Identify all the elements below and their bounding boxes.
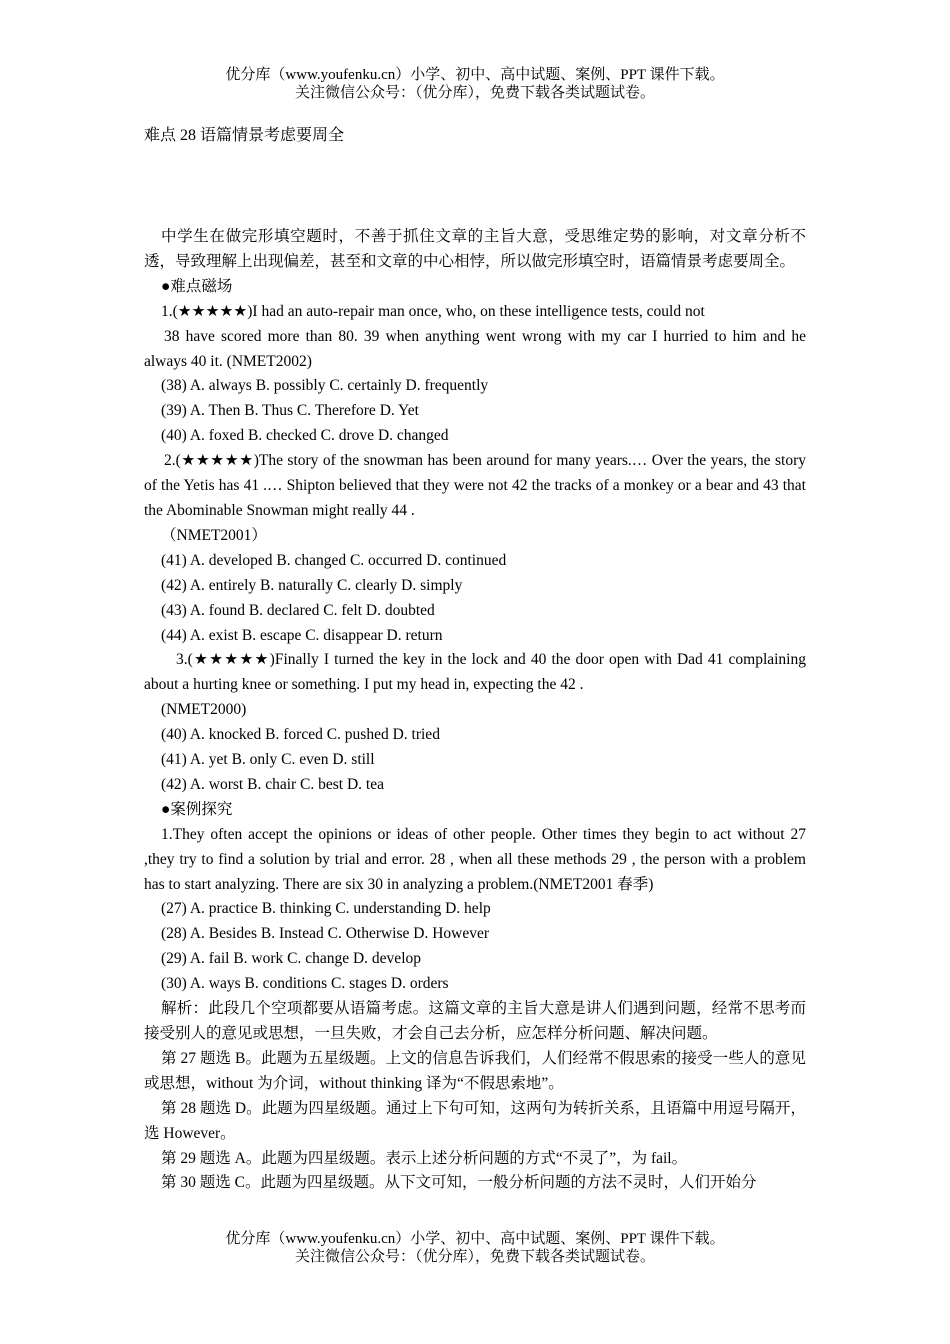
question-1-option: (38) A. always B. possibly C. certainly D. frequently <box>161 377 489 395</box>
header-line-1: 优分库（www.youfenku.cn）小学、初中、高中试题、案例、PPT 课件下载。 <box>225 67 725 83</box>
question-2-option: (43) A. found B. declared C. felt D. doubted <box>161 601 435 619</box>
question-2-option: (42) A. entirely B. naturally C. clearly D. simply <box>161 576 463 594</box>
case-1-answer-27: 第 27 题选 B。此题为五星级题。上文的信息告诉我们，人们经常不假思索的接受一些人的意见或思想，without 为介词，without thinking 译为“不假思索地”。 <box>144 1049 806 1092</box>
case-1-option: (28) A. Besides B. Instead C. Otherwise D. However <box>161 925 490 943</box>
page-header <box>0 66 950 102</box>
case-1-answer-28: 第 28 题选 D。此题为四星级题。通过上下句可知，这两句为转折关系，且语篇中用逗号隔开，选 However。 <box>144 1099 806 1142</box>
question-1-option: (39) A. Then B. Thus C. Therefore D. Yet <box>161 402 419 420</box>
question-2-option: (44) A. exist B. escape C. disappear D. return <box>161 626 443 644</box>
case-1-option: (29) A. fail B. work C. change D. develop <box>161 950 421 968</box>
question-1-line-2: 38 have scored more than 80. 39 when anything went wrong with my car I hurried to him and he always 40 it. (NMET2002) <box>144 327 806 370</box>
intro-paragraph: 中学生在做完形填空题时，不善于抓住文章的主旨大意，受思维定势的影响，对文章分析不透，导致理解上出现偏差，甚至和文章的中心相悖，所以做完形填空时，语篇情景考虑要周全。 <box>144 228 806 270</box>
question-1-option: (40) A. foxed B. checked C. drove D. changed <box>161 427 449 445</box>
page-footer <box>0 1230 950 1266</box>
question-2-source: （NMET2001） <box>161 526 267 544</box>
header-line-2: 关注微信公众号：（优分库），免费下载各类试题试卷。 <box>294 85 655 101</box>
question-3-text: 3.(★★★★★)Finally I turned the key in the lock and 40 the door open with Dad 41 complaining about a hurting knee or something. I put my head in, expecting the 42 . <box>144 651 806 694</box>
question-1-line-1: 1.(★★★★★)I had an auto-repair man once, who, on these intelligence tests, could not <box>161 302 705 320</box>
page-title: 难点 28 语篇情景考虑要周全 <box>144 127 345 144</box>
case-1-analysis: 解析：此段几个空项都要从语篇考虑。这篇文章的主旨大意是讲人们遇到问题，经常不思考而接受别人的意见或思想，一旦失败，才会自己去分析，应怎样分析问题、解决问题。 <box>144 1000 806 1042</box>
footer-line-1: 优分库（www.youfenku.cn）小学、初中、高中试题、案例、PPT 课件下载。 <box>225 1231 725 1247</box>
case-1-option: (27) A. practice B. thinking C. understanding D. help <box>161 900 491 918</box>
question-2-text: 2.(★★★★★)The story of the snowman has been around for many years.… Over the years, the story of the Yetis has 41 .… Shipton believed that they were not 42 the tracks of a monkey or a bear and 43 that the Abominable Snowman might really 44 . <box>144 452 806 519</box>
question-2-option: (41) A. developed B. changed C. occurred D. continued <box>161 551 507 569</box>
case-1-text: 1.They often accept the opinions or ideas of other people. Other times they begin to act without 27 ,they try to find a solution by trial and error. 28 , when all these methods 29 , the person with a problem has to start analyzing. There are six 30 in analyzing a problem.(NMET2001 春季) <box>144 825 806 893</box>
section-heading-case-study: ●案例探究 <box>161 800 233 818</box>
case-1-answer-29: 第 29 题选 A。此题为四星级题。表示上述分析问题的方式“不灵了”，为 fail。 <box>161 1149 688 1167</box>
question-3-option: (41) A. yet B. only C. even D. still <box>161 751 375 769</box>
document-body <box>144 225 806 1196</box>
case-1-answer-30: 第 30 题选 C。此题为四星级题。从下文可知，一般分析问题的方法不灵时，人们开始分 <box>161 1174 757 1192</box>
footer-line-2: 关注微信公众号：（优分库），免费下载各类试题试卷。 <box>294 1249 655 1265</box>
question-3-source: (NMET2000) <box>161 701 247 719</box>
case-1-option: (30) A. ways B. conditions C. stages D. orders <box>161 975 449 993</box>
question-3-option: (40) A. knocked B. forced C. pushed D. tried <box>161 726 440 744</box>
question-3-option: (42) A. worst B. chair C. best D. tea <box>161 775 384 793</box>
section-heading-difficulty: ●难点磁场 <box>161 277 233 295</box>
